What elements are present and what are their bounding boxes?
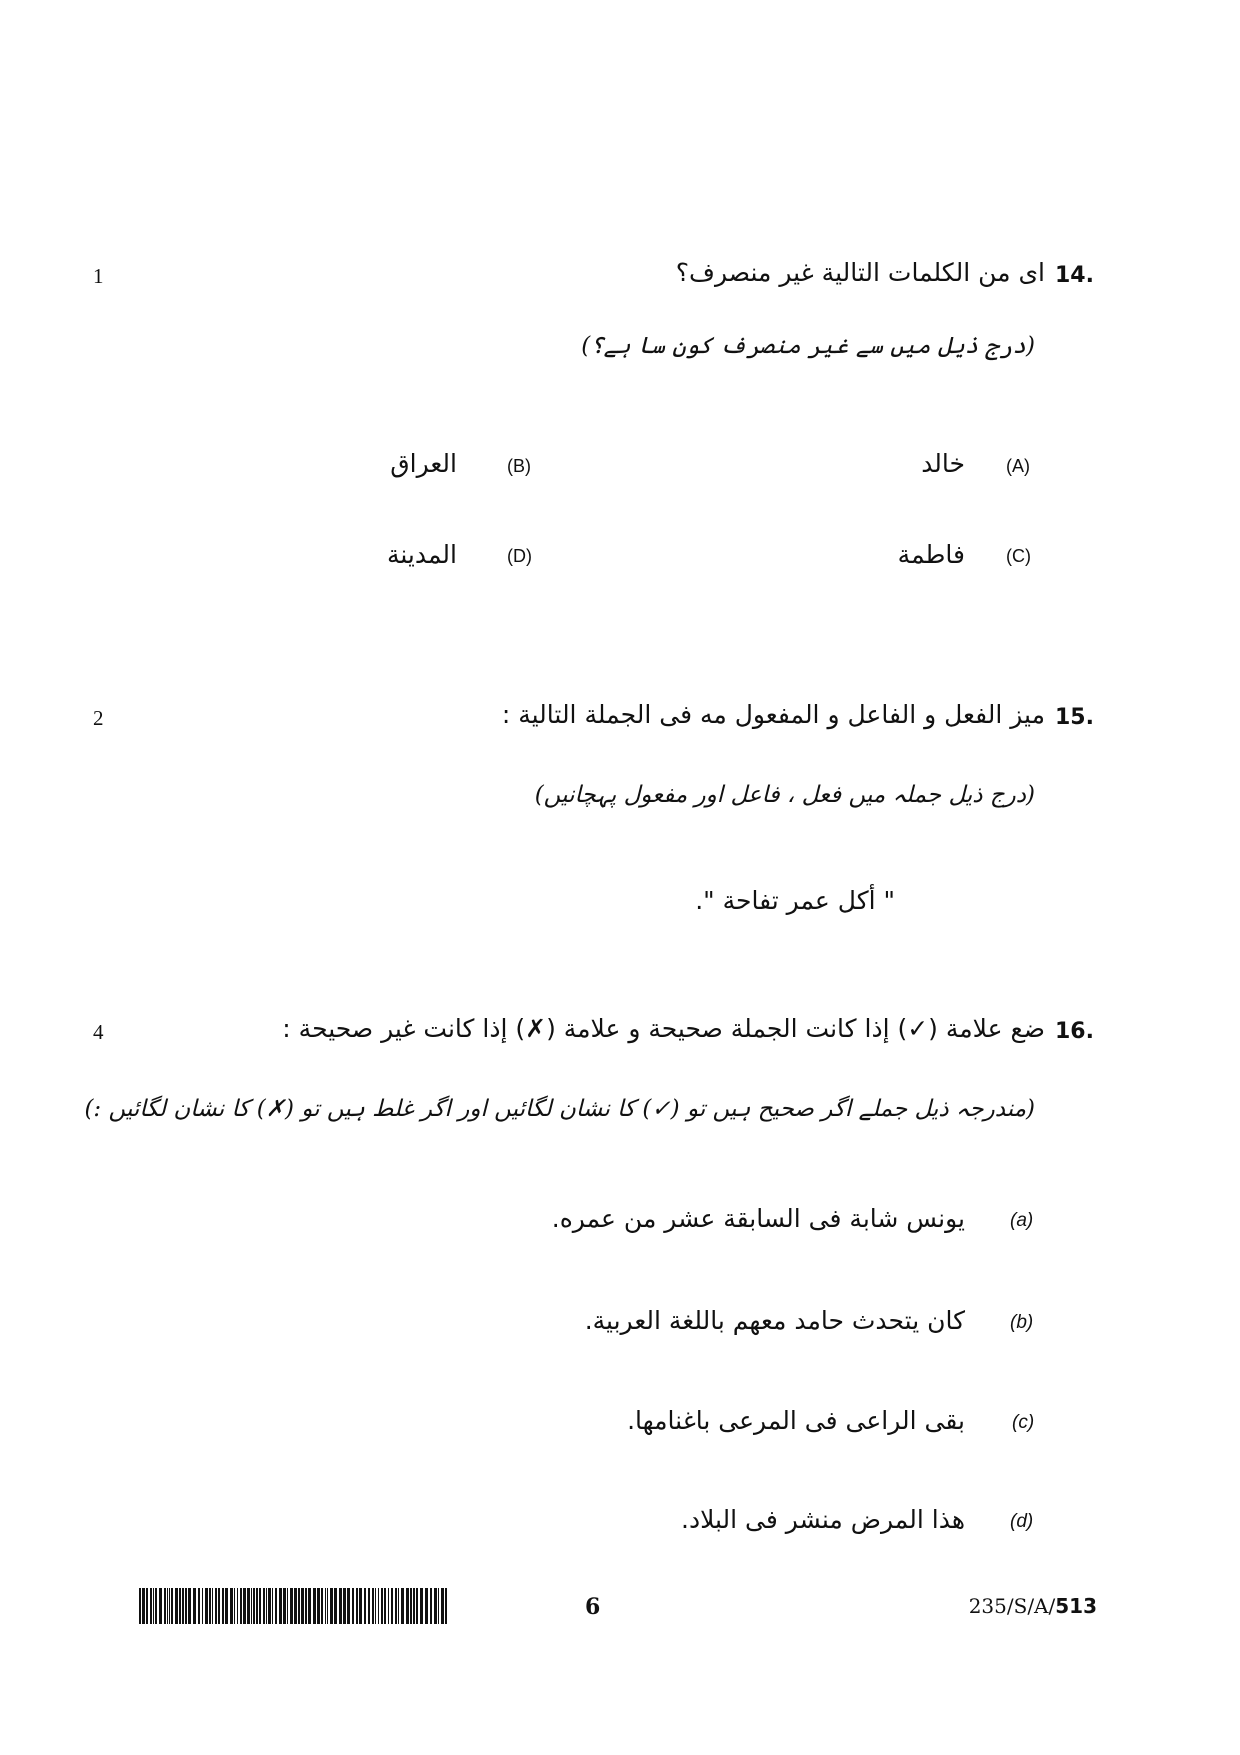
barcode-bar	[169, 1588, 170, 1624]
q16-arabic-text: ضع علامة (✓) إذا كانت الجملة صحيحة و علامة (✗) إذا كانت غير صحيحة :	[282, 1014, 1045, 1043]
q15-urdu-text: (درج ذیل جملہ میں فعل ، فاعل اور مفعول پہچانیں)	[534, 782, 1035, 808]
barcode-bar	[179, 1588, 181, 1624]
barcode-bar	[305, 1588, 307, 1624]
q15-number: 15.	[1055, 705, 1094, 730]
q14-arabic-text: اى من الكلمات التالية غير منصرف؟	[675, 258, 1045, 287]
barcode-bar	[159, 1588, 162, 1624]
barcode-bar	[188, 1588, 191, 1624]
q15-marks: 2	[93, 706, 104, 730]
q16-statement-a-text: يونس شابة فى السابقة عشر من عمره.	[551, 1204, 965, 1233]
barcode-bar	[240, 1588, 242, 1624]
barcode-bar	[182, 1588, 184, 1624]
barcode-bar	[327, 1588, 328, 1624]
barcode-bar	[202, 1588, 203, 1624]
barcode-bar	[298, 1588, 300, 1624]
q14-option-a-text: خالد	[921, 449, 965, 478]
q14-urdu-text: (درج ذیل میں سے غیر منصرف کون سا ہے؟)	[581, 333, 1035, 359]
barcode-bar	[441, 1588, 444, 1624]
barcode-bar	[272, 1588, 273, 1624]
barcode-bar	[237, 1588, 238, 1624]
q14-option-b-text: العراق	[390, 449, 457, 478]
barcode-bar	[343, 1588, 346, 1624]
barcode-bar	[215, 1588, 217, 1624]
q16-statement-d-text: هذا المرض منشر فى البلاد.	[681, 1505, 965, 1534]
q14-option-d-label: (D)	[507, 546, 532, 566]
barcode-bar	[225, 1588, 228, 1624]
barcode-bar	[334, 1588, 337, 1624]
q16-marks: 4	[93, 1020, 104, 1044]
barcode-bar	[388, 1588, 389, 1624]
barcode-bar	[222, 1588, 224, 1624]
barcode-bar	[359, 1588, 362, 1624]
q16-statement-c-label: (c)	[1012, 1412, 1035, 1433]
barcode-bar	[139, 1588, 141, 1624]
barcode-bar	[164, 1588, 166, 1624]
q14-number: 14.	[1055, 263, 1094, 288]
barcode-bar	[263, 1588, 265, 1624]
barcode-bar	[406, 1588, 409, 1624]
barcode-bar	[395, 1588, 397, 1624]
q16-statement-b-label: (b)	[1010, 1312, 1034, 1333]
barcode-bar	[430, 1588, 432, 1624]
barcode-bar	[317, 1588, 320, 1624]
barcode-bar	[434, 1588, 437, 1624]
barcode-bar	[243, 1588, 246, 1624]
q16-statement-a-label: (a)	[1010, 1210, 1034, 1231]
barcode-bar	[155, 1588, 157, 1624]
barcode-bar	[410, 1588, 412, 1624]
barcode-bar	[325, 1588, 326, 1624]
q14-option-c-text: فاطمة	[897, 540, 965, 569]
barcode-bar	[321, 1588, 323, 1624]
barcode-bar	[230, 1588, 233, 1624]
barcode-bar	[384, 1588, 386, 1624]
barcode-bar	[339, 1588, 342, 1624]
barcode-bar	[185, 1588, 187, 1624]
barcode-bar	[175, 1588, 178, 1624]
barcode-bar	[347, 1588, 350, 1624]
barcode-bar	[253, 1588, 255, 1624]
q14-option-d-text: المدينة	[386, 540, 457, 569]
q16-number: 16.	[1055, 1019, 1094, 1044]
barcode-bar	[218, 1588, 220, 1624]
barcode-bar	[301, 1588, 304, 1624]
barcode-bar	[364, 1588, 366, 1624]
q14-option-a-label: (A)	[1006, 456, 1030, 476]
paper-code-bold: 513	[1055, 1594, 1097, 1618]
barcode-bar	[268, 1588, 271, 1624]
barcode-bar	[294, 1588, 297, 1624]
barcode-bar	[420, 1588, 423, 1624]
barcode-bar	[279, 1588, 282, 1624]
barcode-bar	[368, 1588, 370, 1624]
q15-arabic-text: ميز الفعل و الفاعل و المفعول مه فى الجملة التالية :	[501, 700, 1045, 729]
barcode-bar	[372, 1588, 374, 1624]
barcode-bar	[330, 1588, 333, 1624]
barcode-bar	[416, 1588, 418, 1624]
barcode-bar	[313, 1588, 316, 1624]
barcode-bar	[212, 1588, 213, 1624]
q16-urdu-text: (مندرجہ ذیل جملے اگر صحیح ہیں تو (✓) کا نشان لگائیں اور اگر غلط ہیں تو (✗) کا نشان لگائیں :)	[84, 1096, 1035, 1122]
barcode-bar	[167, 1588, 168, 1624]
q16-statement-c-text: بقى الراعى فى المرعى باغنامها.	[627, 1406, 965, 1435]
barcode-bar	[146, 1588, 148, 1624]
q14-option-c-label: (C)	[1006, 546, 1031, 566]
barcode-bar	[413, 1588, 415, 1624]
barcode-bar	[287, 1588, 288, 1624]
barcode-bar	[150, 1588, 152, 1624]
barcode-bar	[375, 1588, 376, 1624]
barcode-bar	[234, 1588, 235, 1624]
barcode-bar	[425, 1588, 428, 1624]
q14-option-b-label: (B)	[507, 456, 531, 476]
barcode-bar	[391, 1588, 393, 1624]
barcode-bar	[378, 1588, 379, 1624]
q16-statement-d-label: (d)	[1010, 1511, 1034, 1532]
barcode-bar	[142, 1588, 145, 1624]
barcode-bar	[251, 1588, 252, 1624]
barcode-bar	[401, 1588, 404, 1624]
barcode-bar	[209, 1588, 211, 1624]
barcode-bar	[259, 1588, 261, 1624]
barcode-bar	[356, 1588, 358, 1624]
paper-code	[969, 1594, 1097, 1618]
paper-code-prefix: 235/S/A/	[968, 1594, 1056, 1618]
barcode-bar	[438, 1588, 439, 1624]
q16-statement-b-text: كان يتحدث حامد معهم باللغة العربية.	[584, 1306, 965, 1335]
barcode-bar	[275, 1588, 277, 1624]
barcode-bar	[247, 1588, 250, 1624]
barcode-bar	[256, 1588, 258, 1624]
barcode-bar	[198, 1588, 200, 1624]
barcode-bar	[381, 1588, 383, 1624]
barcode-bar	[171, 1588, 173, 1624]
page-number: 6	[585, 1594, 601, 1620]
q14-marks: 1	[93, 264, 104, 288]
barcode-bar	[283, 1588, 286, 1624]
barcode-bar	[398, 1588, 399, 1624]
barcode-bar	[266, 1588, 267, 1624]
q15-sentence: " أكل عمر تفاحة ".	[695, 886, 895, 915]
barcode-bar	[445, 1588, 447, 1624]
barcode-bar	[205, 1588, 208, 1624]
barcode-bar	[308, 1588, 311, 1624]
barcode-bar	[193, 1588, 196, 1624]
barcode-bar	[153, 1588, 154, 1624]
barcode-bar	[290, 1588, 293, 1624]
barcode-image	[139, 1588, 449, 1624]
barcode-bar	[352, 1588, 354, 1624]
